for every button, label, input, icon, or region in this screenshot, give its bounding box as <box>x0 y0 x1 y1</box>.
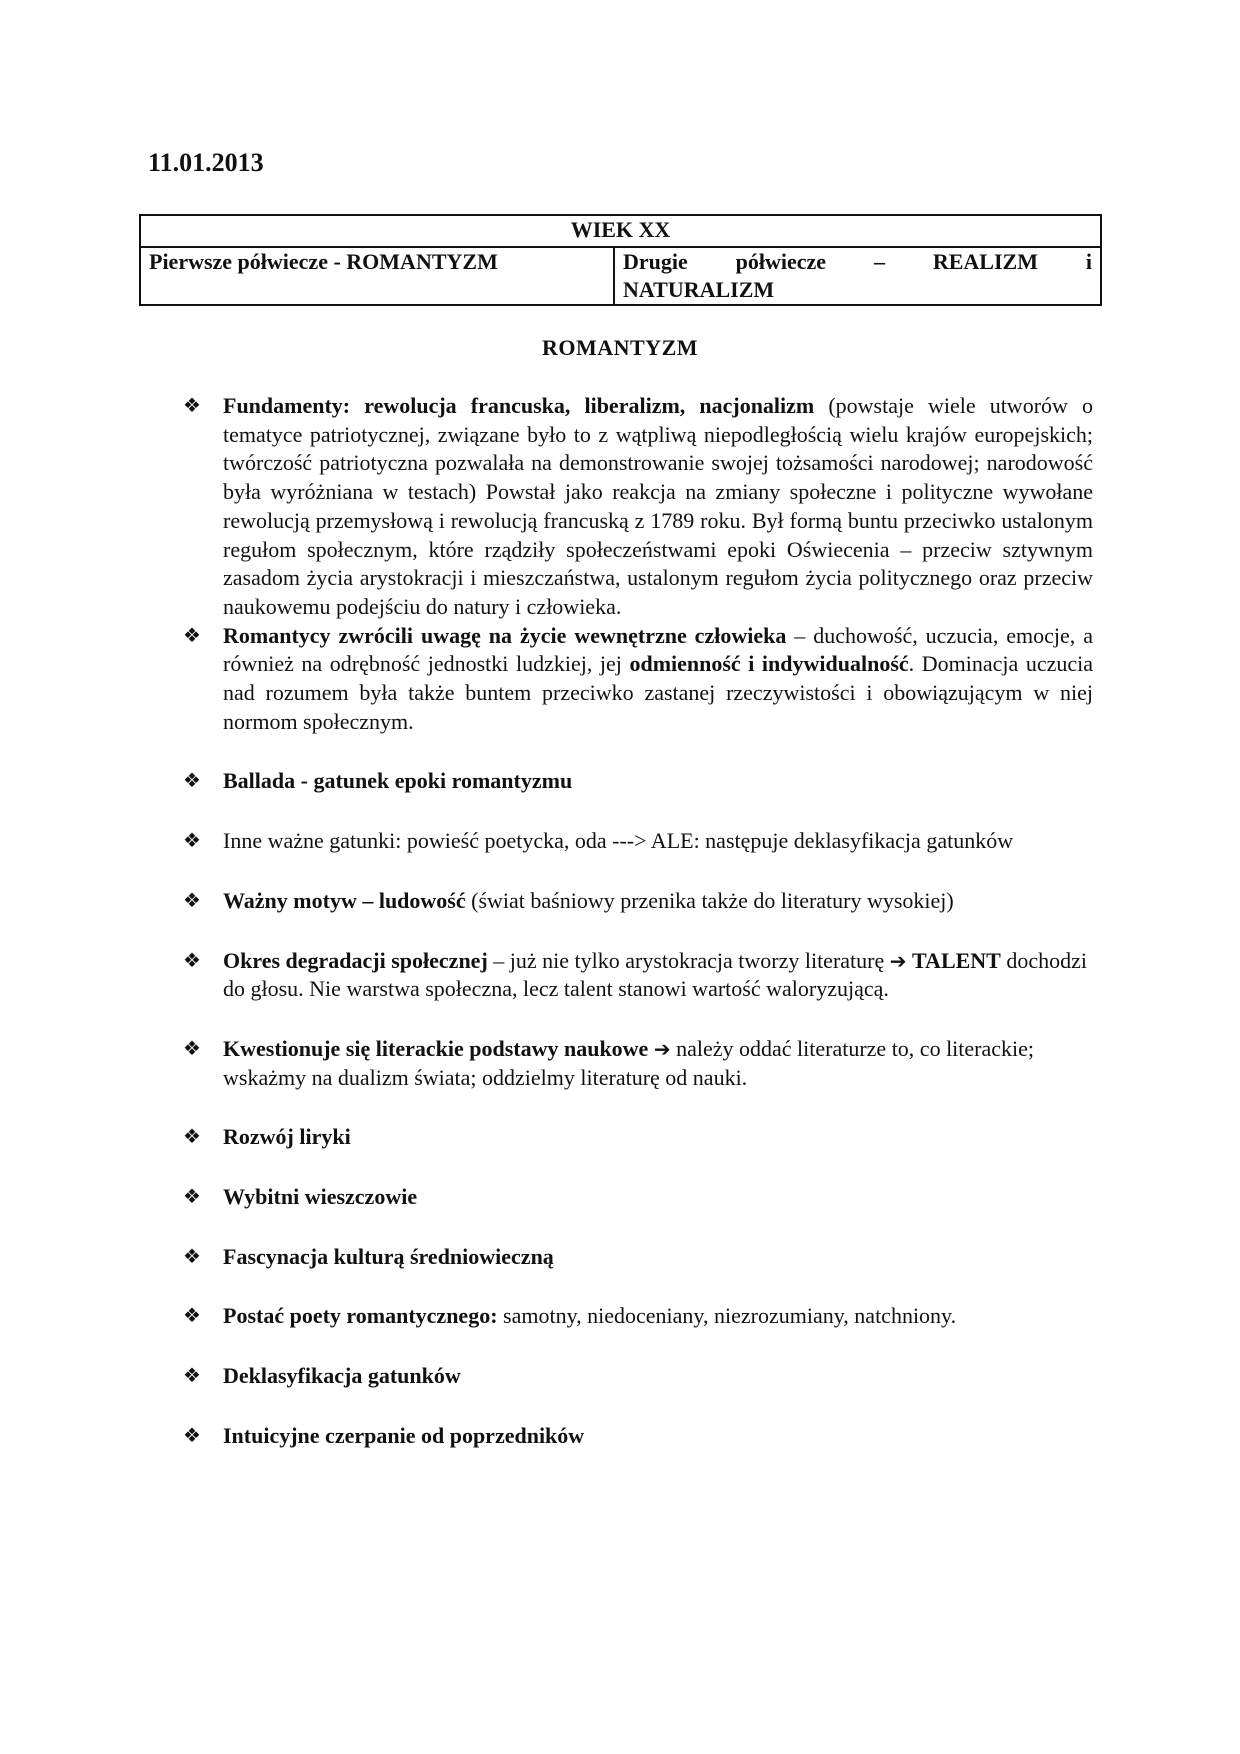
diamond-bullet-icon: ❖ <box>183 1186 201 1209</box>
diamond-bullet-icon: ❖ <box>183 624 201 647</box>
arrow-right-icon: ➔ <box>889 948 907 973</box>
list-item: ❖ Romantycy zwrócili uwagę na życie wewnętrzne człowieka – duchowość, uczucia, emocje, a również na odrębność jednostki ludzkiej, jej odmienność i indywidualność. Dominacja uczucia nad rozumem była także buntem przeciwko zastanej rzeczywistości i obowiązującym w niej normom społecznym. <box>183 622 1094 734</box>
century-table <box>139 214 1102 306</box>
diamond-bullet-icon: ❖ <box>183 1305 201 1328</box>
list-item: ❖ Okres degradacji społecznej – już nie tylko arystokracja tworzy literaturę ➔ TALENT dochodzi do głosu. Nie warstwa społeczna, lecz talent stanowi wartość waloryzującą. <box>183 947 1088 1002</box>
table-header-cell: WIEK XX <box>140 215 1101 247</box>
diamond-bullet-icon: ❖ <box>183 770 201 793</box>
list-item: ❖ Inne ważne gatunki: powieść poetycka, oda ---> ALE: następuje deklasyfikacja gatunków <box>183 827 1093 856</box>
table-cell-second-half <box>614 247 1101 305</box>
second-half-line-2: NATURALIZM <box>623 277 775 302</box>
bullet-list <box>183 392 1093 1451</box>
list-item: ❖ Fundamenty: rewolucja francuska, liberalizm, nacjonalizm (powstaje wiele utworów o tematyce patriotycznej, związane było to z wątpliwą niepodległością wielu krajów europejskich; twórczość patriotyczna pozwalała na demonstrowanie swojej tożsamości narodowej; narodowość była wyróżniana w testach) Powstał jako reakcja na zmiany społeczne i polityczne wywołane rewolucją przemysłową i rewolucją francuską z 1789 roku. Był formą buntu przeciwko ustalonym regułom społecznym, które rządziły społeczeństwami epoki Oświecenia – przeciw sztywnym zasadom życia arystokracji i mieszczaństwa, ustalonym regułom życia politycznego oraz przeciw naukowemu podejściu do natury i człowieka. <box>183 393 1093 619</box>
diamond-bullet-icon: ❖ <box>183 395 201 417</box>
list-item: ❖ Intuicyjne czerpanie od poprzedników <box>183 1422 1093 1451</box>
diamond-bullet-icon: ❖ <box>183 830 201 853</box>
list-item: ❖ Postać poety romantycznego: samotny, niedoceniany, niezrozumiany, natchniony. <box>183 1302 1093 1331</box>
diamond-bullet-icon: ❖ <box>183 889 201 912</box>
diamond-bullet-icon: ❖ <box>183 1126 201 1149</box>
list-item: ❖ Rozwój liryki <box>183 1123 1093 1152</box>
table-cell-first-half: Pierwsze półwiecze - ROMANTYZM <box>140 247 614 305</box>
list-item: ❖ Deklasyfikacja gatunków <box>183 1362 1093 1391</box>
section-title: ROMANTYZM <box>541 335 699 360</box>
second-half-line-1: Drugie półwiecze – REALIZM i <box>623 249 1092 274</box>
arrow-right-icon: ➔ <box>653 1036 671 1061</box>
diamond-bullet-icon: ❖ <box>183 1424 201 1447</box>
list-item: ❖ Fascynacja kulturą średniowieczną <box>183 1243 1093 1272</box>
diamond-bullet-icon: ❖ <box>183 1245 201 1268</box>
list-item: ❖ Ballada - gatunek epoki romantyzmu <box>183 767 1093 796</box>
diamond-bullet-icon: ❖ <box>183 949 201 972</box>
diamond-bullet-icon: ❖ <box>183 1037 201 1060</box>
document-date: 11.01.2013 <box>148 148 264 177</box>
list-item: ❖ Wybitni wieszczowie <box>183 1183 1093 1212</box>
diamond-bullet-icon: ❖ <box>183 1365 201 1388</box>
list-item: ❖ Ważny motyw – ludowość (świat baśniowy przenika także do literatury wysokiej) <box>183 887 1093 916</box>
list-item: ❖ Kwestionuje się literackie podstawy naukowe ➔ należy oddać literaturze to, co literackie; wskażmy na dualizm świata; oddzielmy literaturę od nauki. <box>183 1035 1035 1090</box>
